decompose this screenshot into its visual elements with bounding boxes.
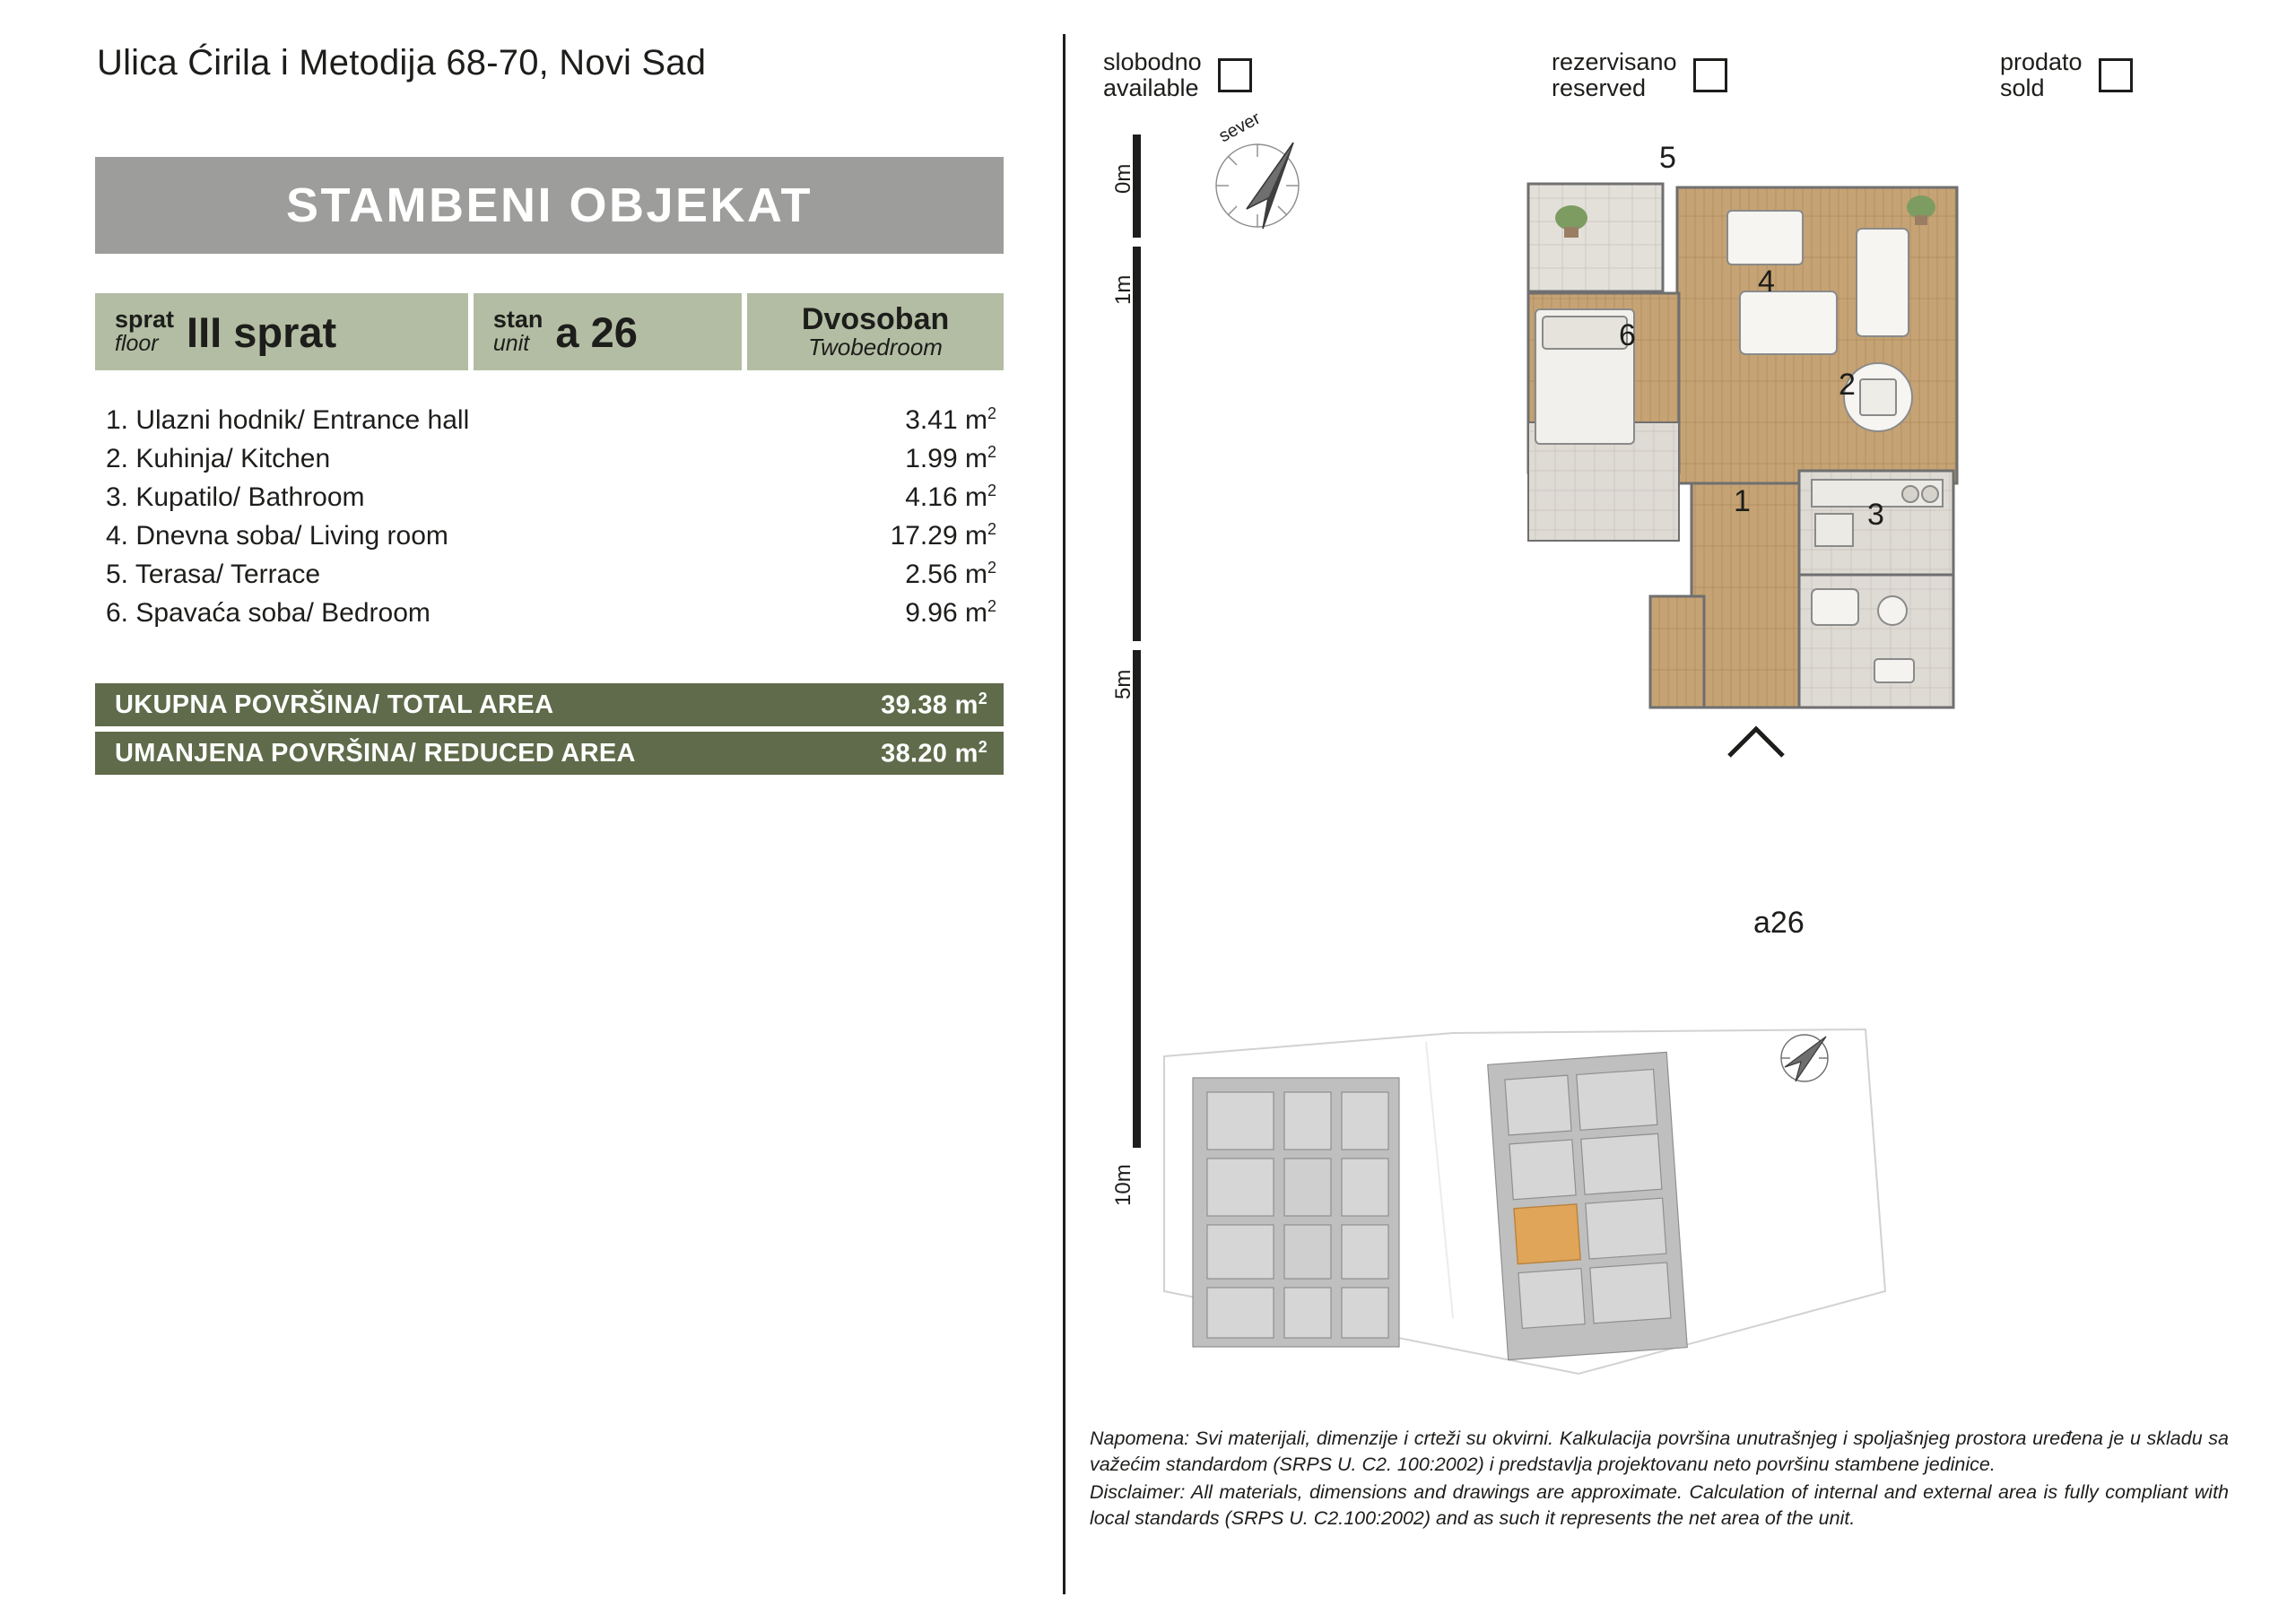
legend-item-available — [1103, 49, 1252, 101]
room-area-unit: m — [964, 598, 987, 628]
floorplan-svg — [1516, 175, 2045, 892]
total-value-number: 38.20 — [881, 739, 948, 768]
keyplan-svg — [1157, 1022, 1892, 1399]
disclaimer-sr-lead: Napomena: — [1090, 1428, 1190, 1449]
area-exponent: 2 — [978, 737, 987, 756]
scale-bar — [1090, 108, 1161, 1237]
unit-value: a 26 — [555, 308, 638, 356]
room-area-value: 4.16 — [905, 482, 958, 512]
apartment-type-en: Twobedroom — [808, 334, 943, 361]
building-title-text: STAMBENI OBJEKAT — [285, 178, 813, 232]
room-area-value: 2.56 — [905, 560, 958, 589]
area-exponent: 2 — [987, 597, 996, 615]
area-exponent: 2 — [987, 482, 996, 499]
room-number-1: 1 — [1734, 484, 1751, 518]
scale-tick-5m: 5m — [1111, 669, 1135, 699]
disclaimer-en — [1090, 1480, 2229, 1532]
room-row — [106, 510, 996, 549]
apartment-type-sr: Dvosoban — [801, 301, 950, 336]
total-value-unit: m — [954, 690, 978, 720]
scale-segment-2 — [1133, 247, 1141, 641]
unit-label: stan unit — [492, 306, 544, 357]
room-area — [905, 587, 996, 632]
disclaimer-text — [1090, 1426, 2229, 1533]
disclaimer-sr-body: Svi materijali, dimenzije i crteži su okvirni. Kalkulacija površina unutrašnjeg i spoljašnjeg prostora uređena je u skladu sa važećim standardom (SRPS U. C2. 100:2002) i predstavlja projektovanu neto površinu stambene jedinice. — [1090, 1428, 2229, 1476]
area-exponent: 2 — [987, 520, 996, 538]
disclaimer-en-lead: Disclaimer: — [1090, 1481, 1186, 1504]
room-number-6: 6 — [1619, 318, 1636, 352]
total-value — [881, 690, 987, 721]
legend-sold-checkbox[interactable] — [2099, 58, 2133, 92]
keyplan-diagram — [1157, 1022, 1892, 1399]
disclaimer-sr — [1090, 1426, 2229, 1478]
totals-section — [95, 683, 1004, 775]
total-value-number: 39.38 — [881, 690, 948, 720]
north-arrow — [1193, 108, 1336, 256]
room-number-3: 3 — [1867, 498, 1884, 532]
total-bar — [95, 732, 1004, 775]
legend-sold-text: prodato sold — [2000, 48, 2083, 102]
total-bar — [95, 683, 1004, 726]
area-exponent: 2 — [978, 689, 987, 707]
apartment-type-cell — [747, 293, 1004, 370]
area-exponent: 2 — [987, 559, 996, 577]
unit-entrance-label: a26 — [1753, 906, 1805, 940]
room-name: 5. Terasa/ Terrace — [106, 560, 321, 589]
room-area-unit: m — [964, 521, 987, 551]
area-exponent: 2 — [987, 404, 996, 422]
disclaimer-en-body: All materials, dimensions and drawings are approximate. Calculation of internal and external area is fully compliant with local standards (SRPS U. C2.100:2002) and as such it represents the net area of the unit. — [1090, 1481, 2229, 1530]
room-area-unit: m — [964, 482, 987, 512]
unit-info-row — [95, 293, 1004, 370]
room-name: 2. Kuhinja/ Kitchen — [106, 444, 331, 473]
floor-cell — [95, 293, 468, 370]
total-label: UKUPNA POVRŠINA/ TOTAL AREA — [115, 690, 554, 719]
room-name: 3. Kupatilo/ Bathroom — [106, 482, 365, 512]
legend-item-reserved — [1552, 49, 1727, 101]
legend-available-text: slobodno available — [1103, 48, 1202, 102]
area-exponent: 2 — [987, 443, 996, 461]
total-value — [881, 738, 987, 769]
legend-reserved-checkbox[interactable] — [1693, 58, 1727, 92]
compass-icon — [1193, 112, 1336, 256]
building-title-banner — [95, 157, 1004, 254]
room-number-5: 5 — [1659, 141, 1676, 175]
room-row — [106, 433, 996, 472]
room-name: 1. Ulazni hodnik/ Entrance hall — [106, 405, 470, 435]
room-row — [106, 549, 996, 587]
total-value-unit: m — [954, 739, 978, 768]
room-area-unit: m — [964, 560, 987, 589]
scale-tick-10m: 10m — [1111, 1164, 1135, 1206]
room-number-4: 4 — [1758, 265, 1775, 299]
room-name: 6. Spavaća soba/ Bedroom — [106, 598, 430, 628]
room-area-value: 17.29 — [890, 521, 958, 551]
room-area-unit: m — [964, 444, 987, 473]
room-area-value: 1.99 — [905, 444, 958, 473]
floor-label: sprat floor — [115, 306, 175, 357]
total-label: UMANJENA POVRŠINA/ REDUCED AREA — [115, 738, 636, 768]
room-area-value: 9.96 — [905, 598, 958, 628]
room-row — [106, 395, 996, 433]
room-row — [106, 472, 996, 510]
scale-segment-3 — [1133, 650, 1141, 1148]
room-number-2: 2 — [1839, 368, 1856, 402]
legend-available-checkbox[interactable] — [1218, 58, 1252, 92]
address-title: Ulica Ćirila i Metodija 68-70, Novi Sad — [97, 43, 707, 82]
room-area-value: 3.41 — [905, 405, 958, 435]
vertical-divider — [1063, 34, 1065, 1594]
info-panel — [0, 0, 1040, 1623]
north-label: sever — [1215, 108, 1264, 147]
scale-tick-1m: 1m — [1111, 274, 1135, 305]
keyplan-highlighted-unit — [1514, 1204, 1580, 1264]
room-list — [106, 395, 996, 626]
legend-reserved-text: rezervisano reserved — [1552, 48, 1677, 102]
status-legend — [1103, 49, 2242, 100]
room-name: 4. Dnevna soba/ Living room — [106, 521, 448, 551]
room-row — [106, 587, 996, 626]
scale-tick-0m: 0m — [1111, 163, 1135, 194]
room-area-unit: m — [964, 405, 987, 435]
unit-cell — [474, 293, 742, 370]
floorplan-drawing — [1516, 141, 2045, 892]
legend-item-sold — [2000, 49, 2133, 101]
floor-value: III sprat — [187, 308, 337, 356]
